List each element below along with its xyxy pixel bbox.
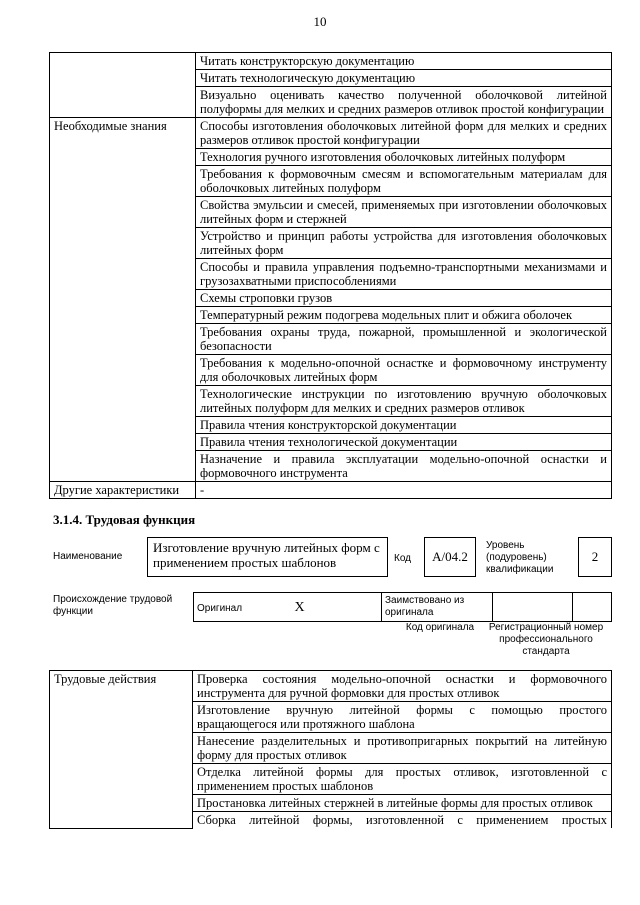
labor-action-row: Простановка литейных стержней в литейные формы для простых отливок <box>193 795 612 812</box>
skill-row: Визуально оценивать качество полученной оболочковой литейной полуформы для мелких и средних размеров отливок простой конфигурации <box>196 87 612 118</box>
code-original-caption: Код оригинала <box>405 622 475 633</box>
skills-knowledge-table <box>49 52 612 499</box>
labor-action-row: Нанесение разделительных и противопригарных покрытий на литейную форму для простых отливок <box>193 733 612 764</box>
knowledge-row: Требования к формовочным смесям и вспомогательным материалам для оболочковых литейных полуформ <box>196 166 612 197</box>
function-code-box: A/04.2 <box>424 537 476 577</box>
section-title: 3.1.4. Трудовая функция <box>53 512 196 527</box>
origin-label: Происхождение трудовой функции <box>53 594 173 617</box>
qualification-level-box: 2 <box>578 537 612 577</box>
knowledge-row: Правила чтения конструкторской документации <box>196 417 612 434</box>
page-number: 10 <box>313 14 327 29</box>
knowledge-row: Требования охраны труда, пожарной, промышленной и экологической безопасности <box>196 324 612 355</box>
reg-number-caption: Регистрационный номер профессионального стандарта <box>488 622 604 657</box>
other-characteristics-label: Другие характеристики <box>50 482 196 499</box>
knowledge-row: Устройство и принцип работы устройства для изготовления оболочковых литейных форм <box>196 228 612 259</box>
knowledge-row: Свойства эмульсии и смесей, применяемых при изготовлении оболочковых литейных форм и стержней <box>196 197 612 228</box>
skill-row: Читать технологическую документацию <box>196 70 612 87</box>
knowledge-row: Правила чтения технологической документации <box>196 434 612 451</box>
original-mark: X <box>294 600 305 615</box>
empty-label-cell <box>50 53 196 118</box>
labor-action-row: Изготовление вручную литейной формы с помощью простого вращающегося или протяжного шаблона <box>193 702 612 733</box>
level-label: Уровень (подуровень) квалификации <box>486 540 554 575</box>
knowledge-row: Температурный режим подогрева модельных плит и обжига оболочек <box>196 307 612 324</box>
code-original-cell <box>493 593 573 622</box>
knowledge-row: Назначение и правила эксплуатации модельно-опочной оснастки и формовочного инструмента <box>196 451 612 482</box>
knowledge-row: Способы и правила управления подъемно-транспортными механизмами и грузозахватными приспособлениями <box>196 259 612 290</box>
name-label: Наименование <box>53 551 123 562</box>
original-label: Оригинал <box>197 603 243 614</box>
labor-action-row: Проверка состояния модельно-опочной оснастки и формовочного инструмента для ручной формовки для простых отливок <box>193 671 612 702</box>
origin-table <box>193 592 612 622</box>
function-name-box: Изготовление вручную литейных форм с применением простых шаблонов <box>147 537 388 577</box>
knowledge-label: Необходимые знания <box>50 118 196 482</box>
code-label: Код <box>394 553 412 564</box>
labor-action-row: Сборка литейной формы, изготовленной с применением простых <box>193 812 612 829</box>
knowledge-row: Технология ручного изготовления оболочковых литейных полуформ <box>196 149 612 166</box>
knowledge-row: Требования к модельно-опочной оснастке и формовочному инструменту для оболочковых литейных форм <box>196 355 612 386</box>
borrowed-cell: Заимствовано из оригинала <box>382 593 493 622</box>
labor-actions-table <box>49 670 612 829</box>
labor-actions-label: Трудовые действия <box>50 671 193 829</box>
skill-row: Читать конструкторскую документацию <box>196 53 612 70</box>
reg-number-cell <box>573 593 612 622</box>
knowledge-row: Технологические инструкции по изготовлению вручную оболочковых литейных полуформ для мелких и средних размеров отливок <box>196 386 612 417</box>
original-mark-cell <box>289 593 382 622</box>
other-characteristics-value: - <box>196 482 612 499</box>
knowledge-row: Способы изготовления оболочковых литейной форм для мелких и средних размеров отливок простой конфигурации <box>196 118 612 149</box>
knowledge-row: Схемы строповки грузов <box>196 290 612 307</box>
labor-action-row: Отделка литейной формы для простых отливок, изготовленной с применением простых шаблонов <box>193 764 612 795</box>
original-cell <box>194 593 289 622</box>
